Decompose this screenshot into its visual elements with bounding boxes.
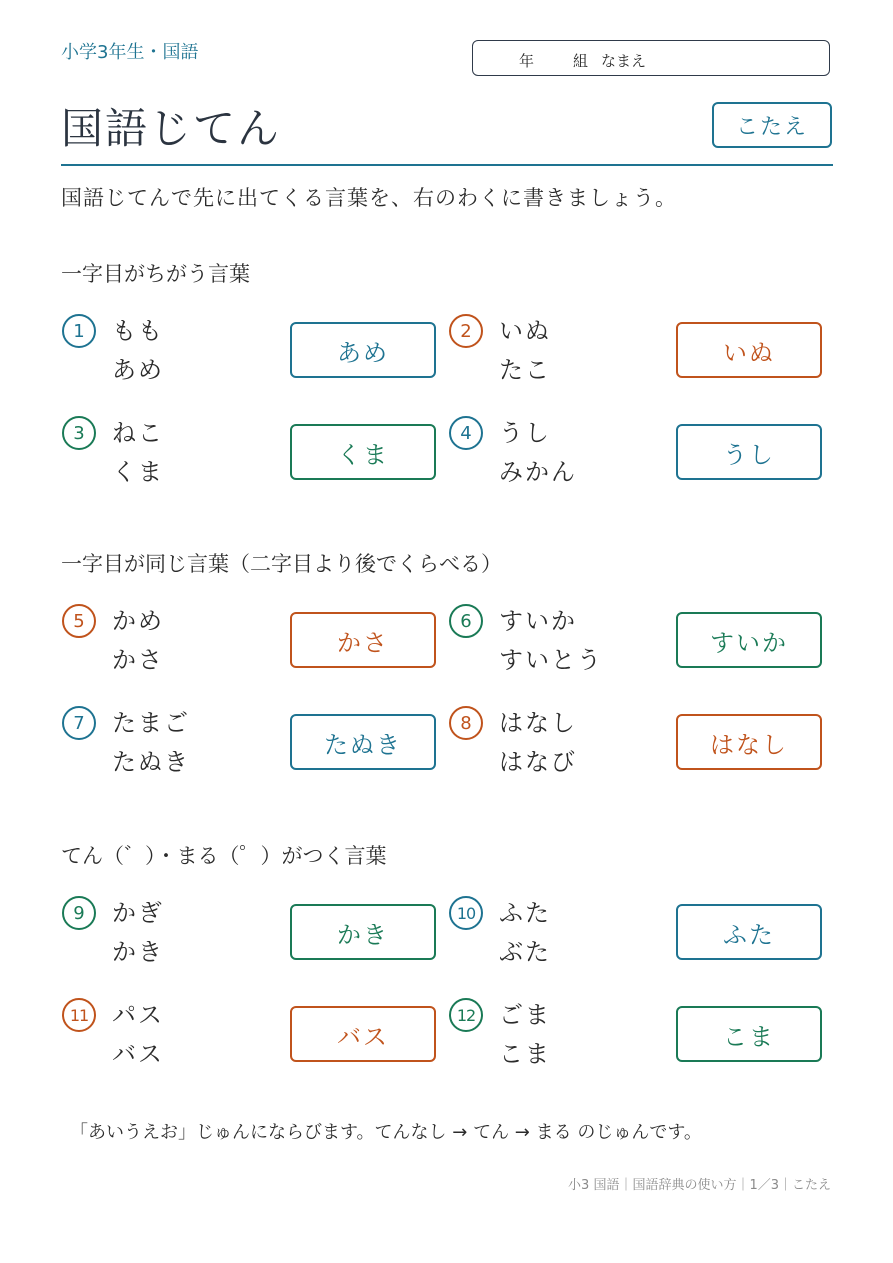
word-option-2: かさ — [112, 646, 164, 674]
word-option-1: ごま — [499, 1001, 551, 1029]
name-box-class: 組 — [573, 52, 589, 70]
name-box-year: 年 — [519, 52, 535, 70]
section-heading-2: 一字目が同じ言葉（二字目より後でくらべる） — [61, 552, 502, 576]
section-heading-3: てん（゛）・まる（゜）がつく言葉 — [61, 844, 387, 868]
word-option-2: すいとう — [499, 646, 603, 674]
question-number: 12 — [449, 998, 483, 1032]
question-number: 2 — [449, 314, 483, 348]
answer-box[interactable]: うし — [676, 424, 822, 480]
question-number: 5 — [62, 604, 96, 638]
word-option-1: パス — [112, 1001, 164, 1029]
word-option-1: ねこ — [112, 419, 164, 447]
question-number: 9 — [62, 896, 96, 930]
word-option-2: はなび — [499, 748, 577, 776]
word-option-2: たこ — [499, 356, 551, 384]
word-option-1: いぬ — [499, 317, 551, 345]
question-number: 3 — [62, 416, 96, 450]
page-title: 国語じてん — [61, 104, 282, 153]
answer-box[interactable]: バス — [290, 1006, 436, 1062]
word-option-2: みかん — [499, 458, 577, 486]
word-option-2: こま — [499, 1040, 551, 1068]
page-footer: 小3 国語｜国語辞典の使い方｜1／3｜こたえ — [568, 1178, 831, 1193]
word-option-1: かぎ — [112, 899, 164, 927]
answer-box[interactable]: かさ — [290, 612, 436, 668]
question-number: 1 — [62, 314, 96, 348]
answer-box[interactable]: ふた — [676, 904, 822, 960]
word-option-2: かき — [112, 938, 164, 966]
answer-box[interactable]: こま — [676, 1006, 822, 1062]
question-number: 4 — [449, 416, 483, 450]
word-option-1: ふた — [499, 899, 551, 927]
title-divider — [61, 164, 833, 166]
word-option-1: はなし — [499, 709, 577, 737]
word-option-2: ぶた — [499, 938, 551, 966]
answer-box[interactable]: かき — [290, 904, 436, 960]
grade-label: 小学3年生・国語 — [61, 42, 199, 63]
answer-box[interactable]: いぬ — [676, 322, 822, 378]
note-text: 「あいうえお」じゅんにならびます。てんなし → てん → まる のじゅんです。 — [70, 1122, 702, 1143]
word-option-1: もも — [112, 317, 164, 345]
word-option-1: うし — [499, 419, 551, 447]
word-option-2: くま — [112, 458, 164, 486]
word-option-2: たぬき — [112, 748, 190, 776]
instruction-text: 国語じてんで先に出てくる言葉を、右のわくに書きましょう。 — [61, 186, 677, 210]
word-option-1: たまご — [112, 709, 190, 737]
question-number: 10 — [449, 896, 483, 930]
section-heading-1: 一字目がちがう言葉 — [61, 262, 250, 286]
word-option-1: すいか — [499, 607, 577, 635]
question-number: 8 — [449, 706, 483, 740]
answer-box[interactable]: あめ — [290, 322, 436, 378]
name-box-name: なまえ — [601, 52, 647, 70]
question-number: 7 — [62, 706, 96, 740]
answer-box[interactable]: すいか — [676, 612, 822, 668]
name-box[interactable] — [472, 40, 830, 76]
answer-badge: こたえ — [712, 102, 832, 148]
word-option-1: かめ — [112, 607, 164, 635]
question-number: 11 — [62, 998, 96, 1032]
question-number: 6 — [449, 604, 483, 638]
word-option-2: あめ — [112, 356, 164, 384]
word-option-2: バス — [112, 1040, 164, 1068]
answer-box[interactable]: はなし — [676, 714, 822, 770]
answer-box[interactable]: たぬき — [290, 714, 436, 770]
answer-box[interactable]: くま — [290, 424, 436, 480]
